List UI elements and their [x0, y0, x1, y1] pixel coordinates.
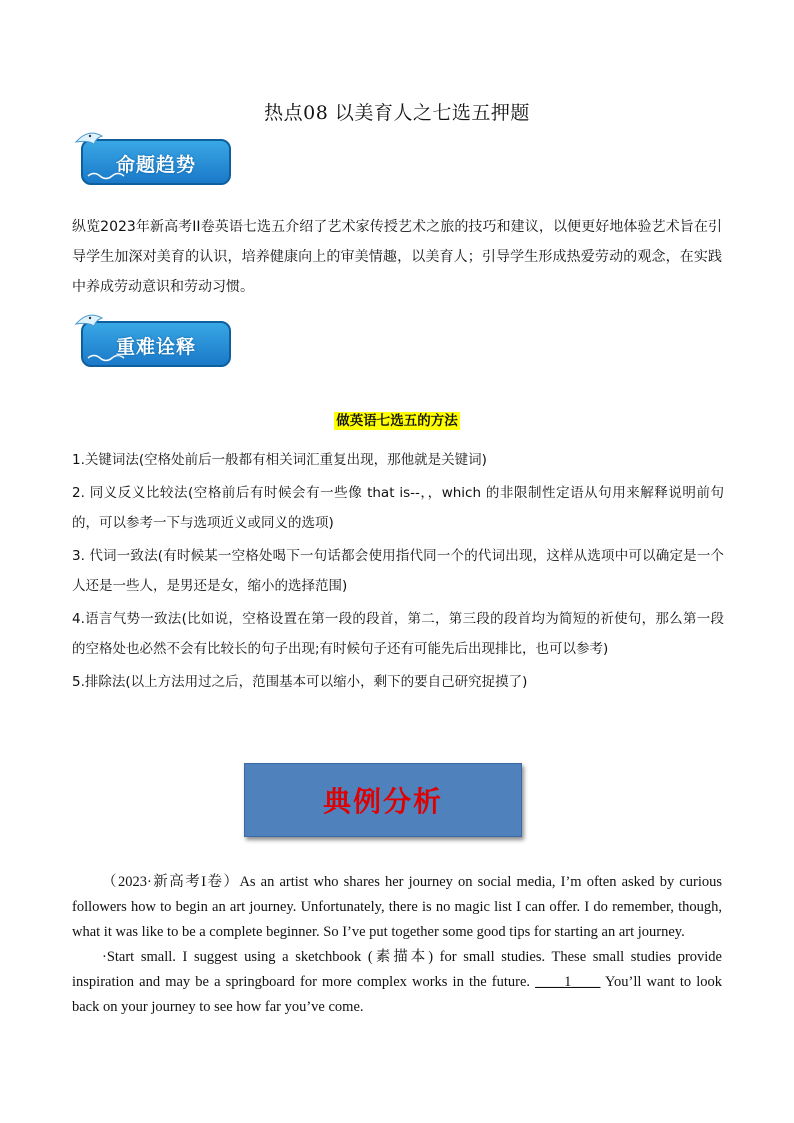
passage-paragraph-2 — [72, 945, 722, 1020]
trend-badge-label: 命题趋势 — [115, 154, 196, 176]
method-list — [72, 445, 724, 700]
method-item: 4.语言气势一致法(比如说，空格设置在第一段的段首，第二，第三段的段首均为简短的祈使句，那么第一段的空格处也必然不会有比较长的句子出现;有时候句子还有可能先后出现排比，也可以参考) — [72, 611, 724, 657]
banner-text: 典例分析 — [322, 785, 443, 818]
answer-blank: ____1____ — [535, 974, 601, 990]
intro-paragraph: 纵览2023年新高考II卷英语七选五介绍了艺术家传授艺术之旅的技巧和建议，以便更好地体验艺术旨在引导学生加深对美育的认识，培养健康向上的审美情趣，以美育人；引导学生形成热爱劳动的观念，在实践中养成劳动意识和劳动习惯。 — [72, 219, 722, 295]
page-title: 热点08 以美育人之七选五押题 — [264, 102, 530, 124]
passage-text: You’ll want to look back on your journey to see how far you’ve come. — [72, 974, 722, 1015]
method-item: 2. 同义反义比较法(空格前后有时候会有一些像 that is--，，which 的非限制性定语从句用来解释说明前句的，可以参考一下与选项近义或同义的选项) — [72, 485, 724, 531]
example-analysis-banner — [244, 763, 522, 837]
method-item: 5.排除法(以上方法用过之后，范围基本可以缩小，剩下的要自己研究捉摸了) — [72, 674, 528, 690]
trend-badge — [74, 128, 234, 188]
method-title: 做英语七选五的方法 — [336, 413, 458, 429]
method-item: 3. 代词一致法(有时候某一空格处喝下一句话都会使用指代同一个的代词出现，这样从选项中可以确定是一个人还是一些人，是男还是女，缩小的选择范围) — [72, 548, 724, 594]
method-title-row — [0, 409, 794, 429]
method-item: 1.关键词法(空格处前后一般都有相关词汇重复出现，那他就是关键词) — [72, 452, 487, 468]
difficulty-badge-label: 重难诠释 — [115, 336, 196, 358]
difficulty-badge — [74, 310, 234, 370]
passage-paragraph-1: （2023·新高考I卷）As an artist who shares her journey on social media, I’m often asked by curious followers how to begin an art journey. Unfortunately, there is no magic list I can offer. I do remember, though, what it was like to be a complete beginner. So I’ve put together some good tips for starting an art journey. — [72, 874, 722, 940]
passage-text: ·Start small. I suggest using a sketchbook (素描本) for small studies. These small studies provide inspiration and may be a springboard for more complex works in the future. — [72, 949, 722, 990]
